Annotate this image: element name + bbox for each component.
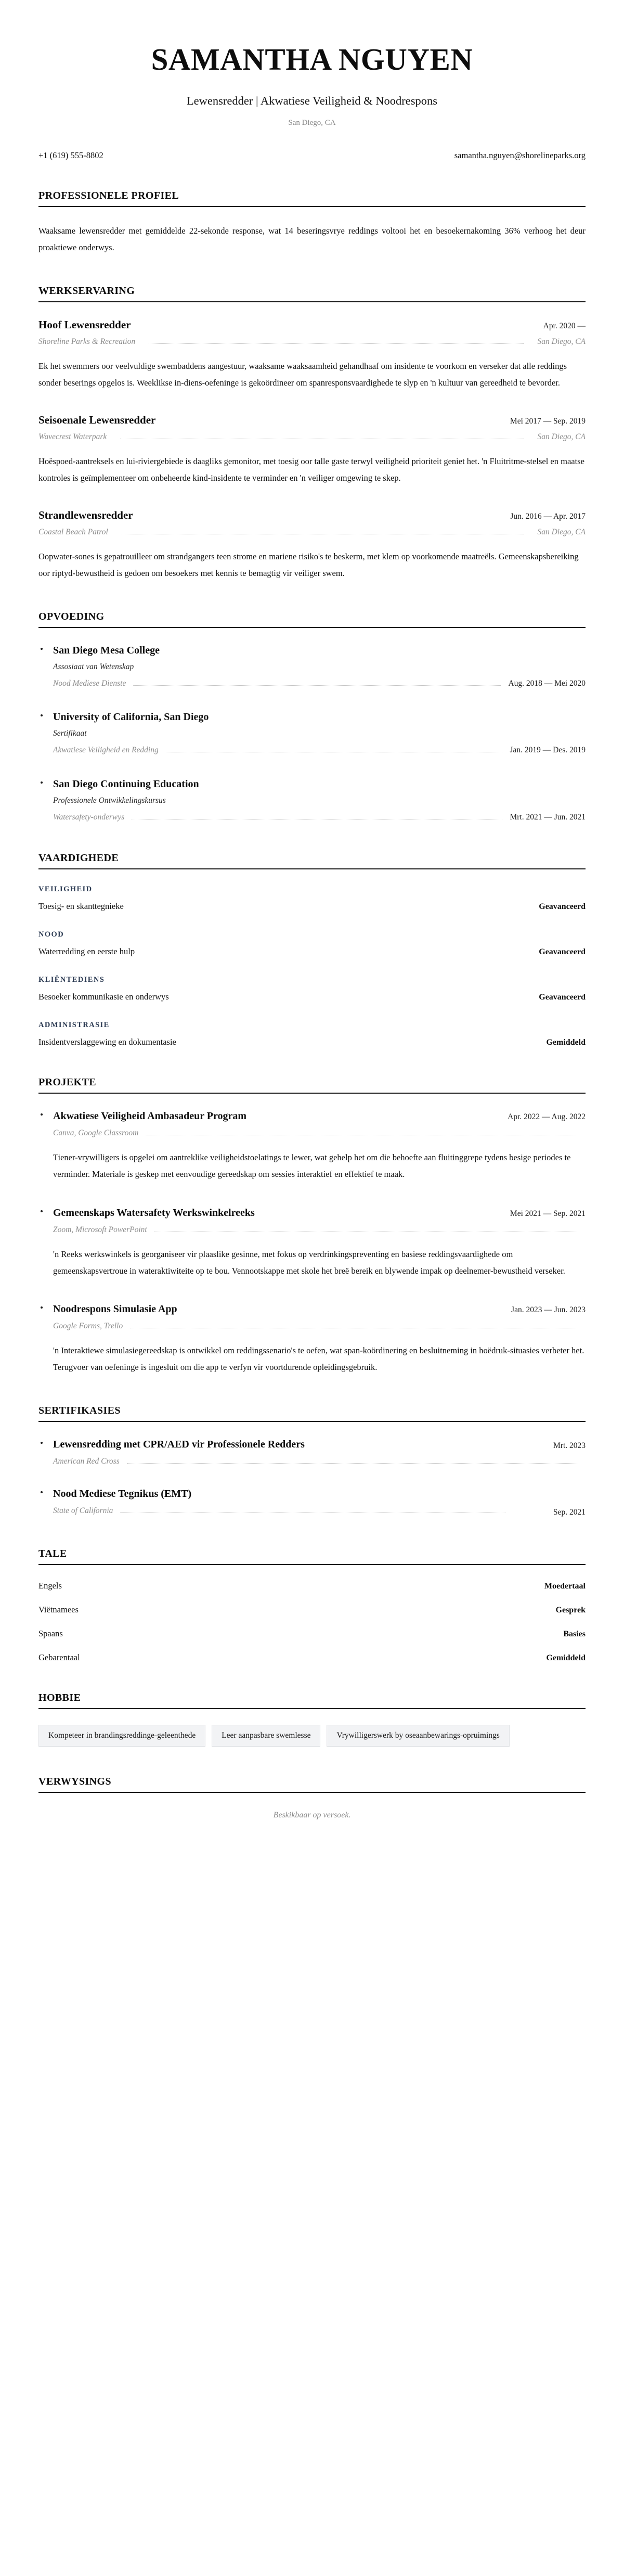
dotted-leader (149, 339, 524, 344)
education-meta-row (53, 812, 586, 823)
skill-group (38, 930, 586, 957)
skill-group (38, 885, 586, 912)
job-date: Jun. 2016 — Apr. 2017 (510, 512, 586, 521)
language-row (38, 1581, 586, 1591)
education-degree: Professionele Ontwikkelingskursus (53, 796, 166, 805)
project-entry (38, 1302, 586, 1376)
project-tools: Zoom, Microsoft PowerPoint (53, 1225, 147, 1234)
hobby-tag: Leer aanpasbare swemlesse (212, 1725, 320, 1747)
section-divider (38, 1564, 586, 1565)
skill-category: VEILIGHEID (38, 885, 93, 894)
skill-level: Gemiddeld (546, 1038, 586, 1047)
skill-level: Geavanceerd (539, 947, 586, 957)
experience-header-row (38, 413, 586, 427)
project-tools: Canva, Google Classroom (53, 1129, 139, 1138)
certification-header-row (53, 1438, 586, 1452)
bullet-icon (41, 1491, 43, 1493)
section-projects (38, 1076, 586, 1376)
job-organization: Wavecrest Waterpark (38, 432, 107, 441)
skill-row (38, 1037, 586, 1047)
project-name: Akwatiese Veiligheid Ambasadeur Program (53, 1110, 247, 1122)
job-location: San Diego, CA (537, 337, 586, 346)
section-divider (38, 1708, 586, 1709)
job-description: Ek het swemmers oor veelvuldige swembaddens aangestuur, waaksame waaksaamheid gehandhaaf om insidente te voorkom en verseker dat alle reddings sonder beserings opgelos is. Weeklikse in-diens-oefeninge is gekoördineer om spanresponsvaardighede te slyp en 'n kultuur van gereedheid te bevorder. (38, 361, 567, 388)
education-school: San Diego Mesa College (53, 644, 160, 656)
job-title: Hoof Lewensredder (38, 318, 131, 331)
certification-issuer-row (53, 1457, 586, 1466)
job-organization: Coastal Beach Patrol (38, 527, 108, 536)
education-date: Jan. 2019 — Des. 2019 (510, 746, 586, 755)
bullet-icon (41, 1306, 43, 1309)
project-entry (38, 1206, 586, 1279)
skill-category: NOOD (38, 930, 64, 939)
project-tools: Google Forms, Trello (53, 1321, 123, 1330)
certification-date: Mrt. 2023 (553, 1441, 586, 1451)
language-row (38, 1605, 586, 1615)
education-school: San Diego Continuing Education (53, 778, 199, 790)
references-text: Beskikbaar op versoek. (273, 1811, 351, 1820)
dotted-leader (133, 681, 501, 686)
section-divider (38, 868, 586, 869)
experience-entry (38, 413, 586, 486)
language-name: Viëtnamees (38, 1604, 79, 1614)
job-description: Hoëspoed-aantreksels en lui-riviergebiede is daagliks gemonitor, met toesig oor talle gaste terwyl veiligheid prioriteit geniet het. 'n Fluitritme-stelsel en maatse kontroles is geïmplementeer om onbeheerde kind-insidente te verminder en 'n veiliger omgewing te skep. (38, 456, 584, 483)
language-row (38, 1652, 586, 1663)
section-title-skills: VAARDIGHEDE (38, 852, 119, 864)
certification-name: Nood Mediese Tegnikus (EMT) (53, 1488, 192, 1500)
bullet-icon (41, 1210, 43, 1212)
project-name: Noodrespons Simulasie App (53, 1303, 177, 1315)
education-degree: Assosiaat van Wetenskap (53, 662, 134, 671)
language-level: Basies (563, 1629, 586, 1638)
experience-org-row (38, 337, 586, 347)
section-title-languages: TALE (38, 1547, 67, 1559)
skill-name: Besoeker kommunikasie en onderwys (38, 992, 169, 1002)
experience-org-row (38, 528, 586, 537)
project-description: 'n Reeks werkswinkels is georganiseer vir plaaslike gesinne, met fokus op verdrinkingspreventing en basiese reddingsvaardighede om gemeenskapsvertroue in wateraktiwiteite op te bou. Vennootskappe met skole het breë bereik en blywende impak op deelnemer-bewustheid verseker. (53, 1249, 565, 1276)
contact-row (38, 150, 586, 161)
dotted-leader (146, 1130, 578, 1135)
language-row (38, 1629, 586, 1639)
skill-name: Toesig- en skanttegnieke (38, 901, 124, 912)
section-experience (38, 285, 586, 581)
bullet-icon (41, 1113, 43, 1116)
section-hobbies (38, 1692, 586, 1747)
skill-level: Geavanceerd (539, 993, 586, 1002)
bullet-icon (41, 648, 43, 650)
education-field: Watersafety-onderwys (53, 812, 125, 822)
contact-phone[interactable]: +1 (619) 555-8802 (38, 150, 103, 161)
candidate-location: San Diego, CA (288, 119, 336, 127)
certification-name: Lewensredding met CPR/AED vir Professionele Redders (53, 1439, 305, 1451)
education-meta-row (53, 745, 586, 756)
section-title-hobbies: HOBBIE (38, 1691, 81, 1703)
dotted-leader (154, 1227, 578, 1232)
bullet-icon (41, 714, 43, 716)
section-divider (38, 206, 586, 207)
language-name: Spaans (38, 1628, 63, 1638)
certification-issuer-row (53, 1506, 586, 1518)
contact-email[interactable]: samantha.nguyen@shorelineparks.org (454, 150, 586, 161)
project-description: 'n Interaktiewe simulasiegereedskap is ontwikkel om reddingssenario's te oefen, wat span-koördinering en besluitneming in hoëdruk-situasies verbeter het. Terugvoer van oefeninge is ingesluit om die app te verfyn vir voortdurende opleidingsgebruik. (53, 1345, 584, 1373)
profile-summary: Waaksame lewensredder met gemiddelde 22-sekonde response, wat 14 beseringsvrye reddings voltooi het en besoekernakoming 36% verhoog het deur proaktiewe onderwys. (38, 226, 586, 253)
hobby-tag: Vrywilligerswerk by oseaanbewarings-opruimings (327, 1725, 509, 1747)
bullet-icon (41, 781, 43, 784)
project-date: Jan. 2023 — Jun. 2023 (511, 1305, 586, 1314)
language-level: Moedertaal (544, 1581, 586, 1591)
education-field: Akwatiese Veiligheid en Redding (53, 746, 159, 755)
hobby-tag-list (38, 1725, 586, 1747)
project-header-row (53, 1206, 586, 1220)
project-header-row (53, 1109, 586, 1123)
skill-row (38, 901, 586, 912)
section-profile (38, 190, 586, 256)
job-date: Apr. 2020 — (543, 322, 586, 331)
dotted-leader (120, 434, 524, 439)
job-location: San Diego, CA (537, 527, 586, 536)
education-date: Mrt. 2021 — Jun. 2021 (510, 812, 586, 822)
skill-group (38, 976, 586, 1002)
certification-entry (38, 1487, 586, 1518)
project-description: Tiener-vrywilligers is opgelei om aantreklike veiligheidstoelatings te lewer, wat gehelp het om die behoefte aan fluitinggrepe tydens besige periodes te verminder. Materiale is geskep met eenvoudige gereedskap om sessies interaktief en effektief te maak. (53, 1152, 571, 1180)
dotted-leader (120, 1508, 505, 1513)
project-date: Mei 2021 — Sep. 2021 (510, 1209, 586, 1218)
experience-entry (38, 508, 586, 582)
certification-date: Sep. 2021 (553, 1508, 586, 1517)
skill-category: KLIËNTEDIENS (38, 976, 105, 984)
experience-org-row (38, 432, 586, 442)
language-level: Gesprek (555, 1605, 586, 1614)
section-certifications (38, 1405, 586, 1518)
project-header-row (53, 1302, 586, 1316)
project-name: Gemeenskaps Watersafety Werkswinkelreeks (53, 1207, 255, 1219)
project-tools-row (53, 1322, 586, 1331)
skill-group (38, 1021, 586, 1047)
certification-issuer: State of California (53, 1506, 113, 1516)
experience-header-row (38, 318, 586, 332)
section-education (38, 611, 586, 823)
education-school: University of California, San Diego (53, 711, 209, 723)
skill-row (38, 946, 586, 957)
experience-header-row (38, 508, 586, 522)
education-degree: Sertifikaat (53, 729, 87, 738)
job-organization: Shoreline Parks & Recreation (38, 337, 136, 346)
education-date: Aug. 2018 — Mei 2020 (508, 678, 586, 688)
section-divider (38, 1421, 586, 1422)
language-name: Engels (38, 1580, 62, 1591)
language-level: Gemiddeld (546, 1653, 586, 1662)
education-entry (38, 710, 586, 756)
job-description: Oopwater-sones is gepatrouilleer om strandgangers teen strome en mariene risiko's te beskerm, met klem op voorkomende maatreëls. Gemeenskapsbereiking oor riptyd-bewustheid is gedoen om besoekers met kennis te bemagtig vir veiliger swem. (38, 551, 579, 578)
candidate-name: SAMANTHA NGUYEN (151, 42, 473, 76)
education-entry (38, 644, 586, 689)
certification-header-row (53, 1487, 586, 1501)
skill-row (38, 992, 586, 1002)
section-divider (38, 1792, 586, 1793)
section-title-certifications: SERTIFIKASIES (38, 1405, 121, 1417)
job-title: Strandlewensredder (38, 509, 133, 522)
job-title: Seisoenale Lewensredder (38, 414, 156, 427)
dotted-leader (132, 814, 502, 819)
section-title-projects: PROJEKTE (38, 1076, 96, 1088)
education-entry (38, 777, 586, 823)
skill-name: Waterredding en eerste hulp (38, 946, 135, 957)
resume-header (38, 44, 586, 161)
skill-level: Geavanceerd (539, 902, 586, 912)
section-title-education: OPVOEDING (38, 610, 105, 622)
section-skills (38, 852, 586, 1047)
hobby-tag: Kompeteer in brandingsreddinge-geleenthede (38, 1725, 205, 1747)
certification-entry (38, 1438, 586, 1466)
skill-name: Insidentverslaggewing en dokumentasie (38, 1037, 176, 1047)
dotted-leader (166, 747, 503, 752)
project-date: Apr. 2022 — Aug. 2022 (508, 1112, 586, 1122)
certification-issuer: American Red Cross (53, 1457, 120, 1466)
job-date: Mei 2017 — Sep. 2019 (510, 417, 586, 426)
education-meta-row (53, 678, 586, 689)
experience-entry (38, 318, 586, 391)
skill-category: ADMINISTRASIE (38, 1021, 110, 1030)
candidate-tagline: Lewensredder | Akwatiese Veiligheid & Noodrespons (186, 94, 438, 107)
section-divider (38, 1093, 586, 1094)
section-references (38, 1776, 586, 1820)
project-entry (38, 1109, 586, 1183)
education-field: Nood Mediese Dienste (53, 678, 126, 688)
language-name: Gebarentaal (38, 1652, 80, 1662)
section-title-profile: PROFESSIONELE PROFIEL (38, 190, 179, 202)
section-divider (38, 301, 586, 302)
section-title-experience: WERKSERVARING (38, 285, 135, 297)
job-location: San Diego, CA (537, 432, 586, 441)
dotted-leader (127, 1458, 578, 1464)
section-divider (38, 627, 586, 628)
bullet-icon (41, 1442, 43, 1444)
section-languages (38, 1548, 586, 1663)
project-tools-row (53, 1129, 586, 1138)
dotted-leader (130, 1323, 578, 1328)
section-title-references: VERWYSINGS (38, 1776, 111, 1788)
dotted-leader (122, 529, 524, 534)
project-tools-row (53, 1225, 586, 1235)
